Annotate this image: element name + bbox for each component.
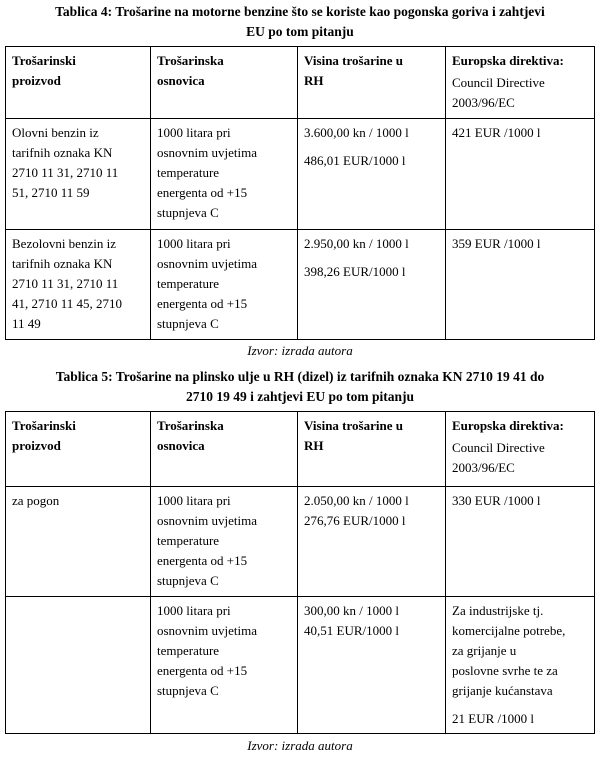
header-amount: Visina trošarine u RH [298, 47, 446, 119]
cell-product [6, 597, 151, 734]
cell-eu: 421 EUR /1000 l [446, 119, 595, 230]
table4 [5, 46, 595, 340]
cell-product: Olovni benzin iz tarifnih oznaka KN 2710 11 31, 2710 11 51, 2710 11 59 [6, 119, 151, 230]
table5-source: Izvor: izrada autora [247, 738, 353, 753]
cell-amount: 2.050,00 kn / 1000 l 276,76 EUR/1000 l [298, 487, 446, 597]
cell-eu: 330 EUR /1000 l [446, 487, 595, 597]
header-product: Trošarinski proizvod [6, 47, 151, 119]
table5 [5, 411, 595, 734]
header-product: Trošarinski proizvod [6, 412, 151, 487]
table-row [6, 487, 595, 597]
cell-product: za pogon [6, 487, 151, 597]
header-amount: Visina trošarine u RH [298, 412, 446, 487]
table-row [6, 597, 595, 734]
cell-base: 1000 litara pri osnovnim uvjetima temperature energenta od +15 stupnjeva C [151, 230, 298, 340]
cell-product: Bezolovni benzin iz tarifnih oznaka KN 2710 11 31, 2710 11 41, 2710 11 45, 2710 11 49 [6, 230, 151, 340]
cell-base: 1000 litara pri osnovnim uvjetima temperature energenta od +15 stupnjeva C [151, 487, 298, 597]
header-eu: Europska direktiva: Council Directive 2003/96/EC [446, 412, 595, 487]
cell-base: 1000 litara pri osnovnim uvjetima temperature energenta od +15 stupnjeva C [151, 119, 298, 230]
cell-amount: 300,00 kn / 1000 l 40,51 EUR/1000 l [298, 597, 446, 734]
table-row [6, 230, 595, 340]
header-eu: Europska direktiva: Council Directive 2003/96/EC [446, 47, 595, 119]
table4-source: Izvor: izrada autora [247, 343, 353, 358]
table-row [6, 119, 595, 230]
cell-base: 1000 litara pri osnovnim uvjetima temperature energenta od +15 stupnjeva C [151, 597, 298, 734]
table5-caption: Tablica 5: Trošarine na plinsko ulje u RH (dizel) iz tarifnih oznaka KN 2710 19 41 do 2710 19 49 i zahtjevi EU po tom pitanju [55, 369, 545, 404]
header-base: Trošarinska osnovica [151, 47, 298, 119]
table4-caption: Tablica 4: Trošarine na motorne benzine što se koriste kao pogonska goriva i zahtjevi EU po tom pitanju [55, 4, 545, 39]
cell-eu: Za industrijske tj. komercijalne potrebe, za grijanje u poslovne svrhe te za grijanje kućanstava 21 EUR /1000 l [446, 597, 595, 734]
table5-header-row [6, 412, 595, 487]
cell-amount: 3.600,00 kn / 1000 l 486,01 EUR/1000 l [298, 119, 446, 230]
header-base: Trošarinska osnovica [151, 412, 298, 487]
cell-eu: 359 EUR /1000 l [446, 230, 595, 340]
cell-amount: 2.950,00 kn / 1000 l 398,26 EUR/1000 l [298, 230, 446, 340]
table4-header-row [6, 47, 595, 119]
